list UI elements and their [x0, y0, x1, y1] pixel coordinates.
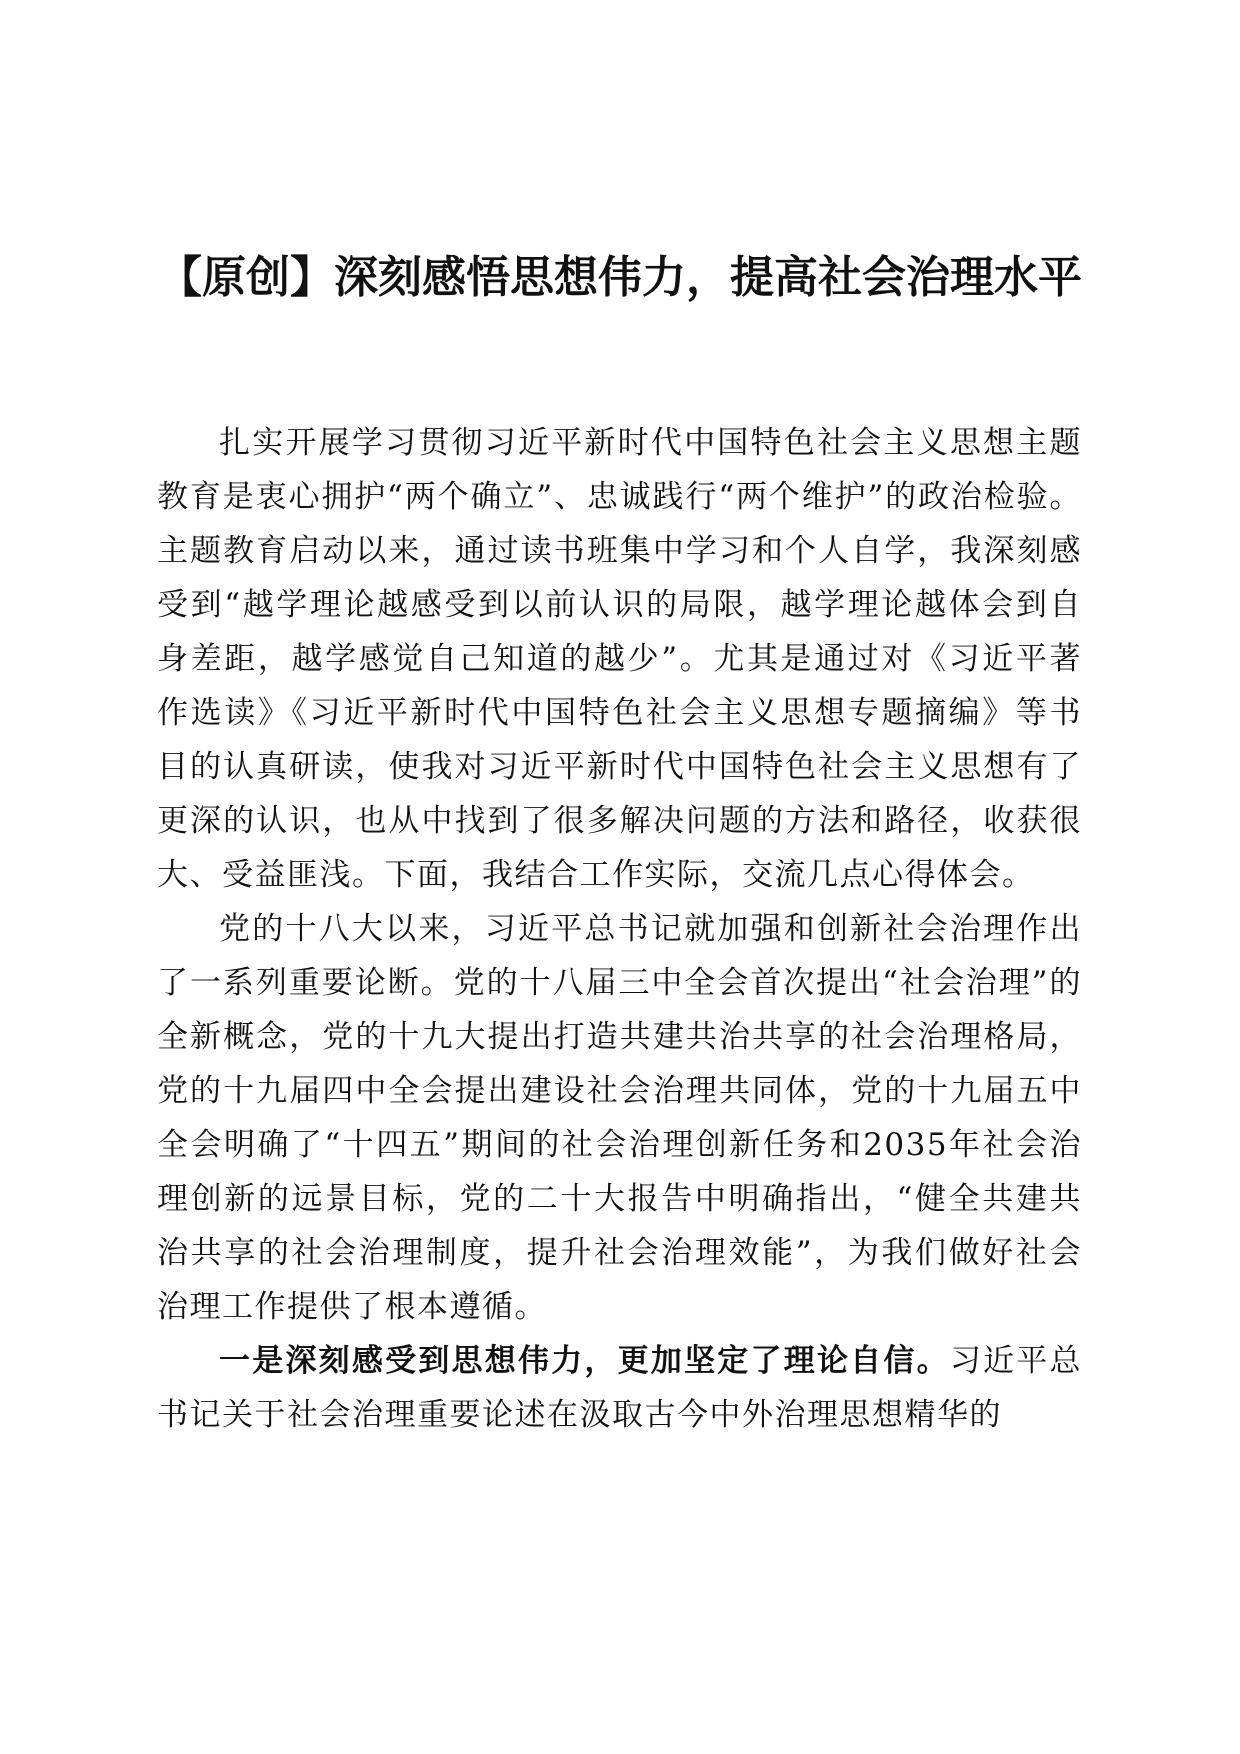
document-title: 【原创】深刻感悟思想伟力，提高社会治理水平: [158, 252, 1082, 303]
paragraph-point-one-lead: 一是深刻感受到思想伟力，更加坚定了理论自信。: [219, 1343, 950, 1379]
paragraph-intro: 扎实开展学习贯彻习近平新时代中国特色社会主义思想主题教育是衷心拥护“两个确立”、忠诚践行“两个维护”的政治检验。主题教育启动以来，通过读书班集中学习和个人自学，我深刻感受到“越学理论越感受到以前认识的局限，越学理论越体会到自身差距，越学感觉自己知道的越少”。尤其是通过对《习近平著作选读》《习近平新时代中国特色社会主义思想专题摘编》等书目的认真研读，使我对习近平新时代中国特色社会主义思想有了更深的认识，也从中找到了很多解决问题的方法和路径，收获很大、受益匪浅。下面，我结合工作实际，交流几点心得体会。: [157, 425, 1082, 893]
paragraph-point-one: [157, 1334, 1082, 1442]
paragraph-point-one-text: 习近平总书记关于社会治理重要论述在汲取古今中外治理思想精华的: [157, 1343, 1083, 1433]
paragraph-background: 党的十八大以来，习近平总书记就加强和创新社会治理作出了一系列重要论断。党的十八届三中全会首次提出“社会治理”的全新概念，党的十九大提出打造共建共治共享的社会治理格局，党的十九届四中全会提出建设社会治理共同体，党的十九届五中全会明确了“十四五”期间的社会治理创新任务和2035年社会治理创新的远景目标，党的二十大报告中明确指出，“健全共建共治共享的社会治理制度，提升社会治理效能”，为我们做好社会治理工作提供了根本遵循。: [157, 911, 1082, 1325]
document-body: [157, 416, 1082, 1442]
